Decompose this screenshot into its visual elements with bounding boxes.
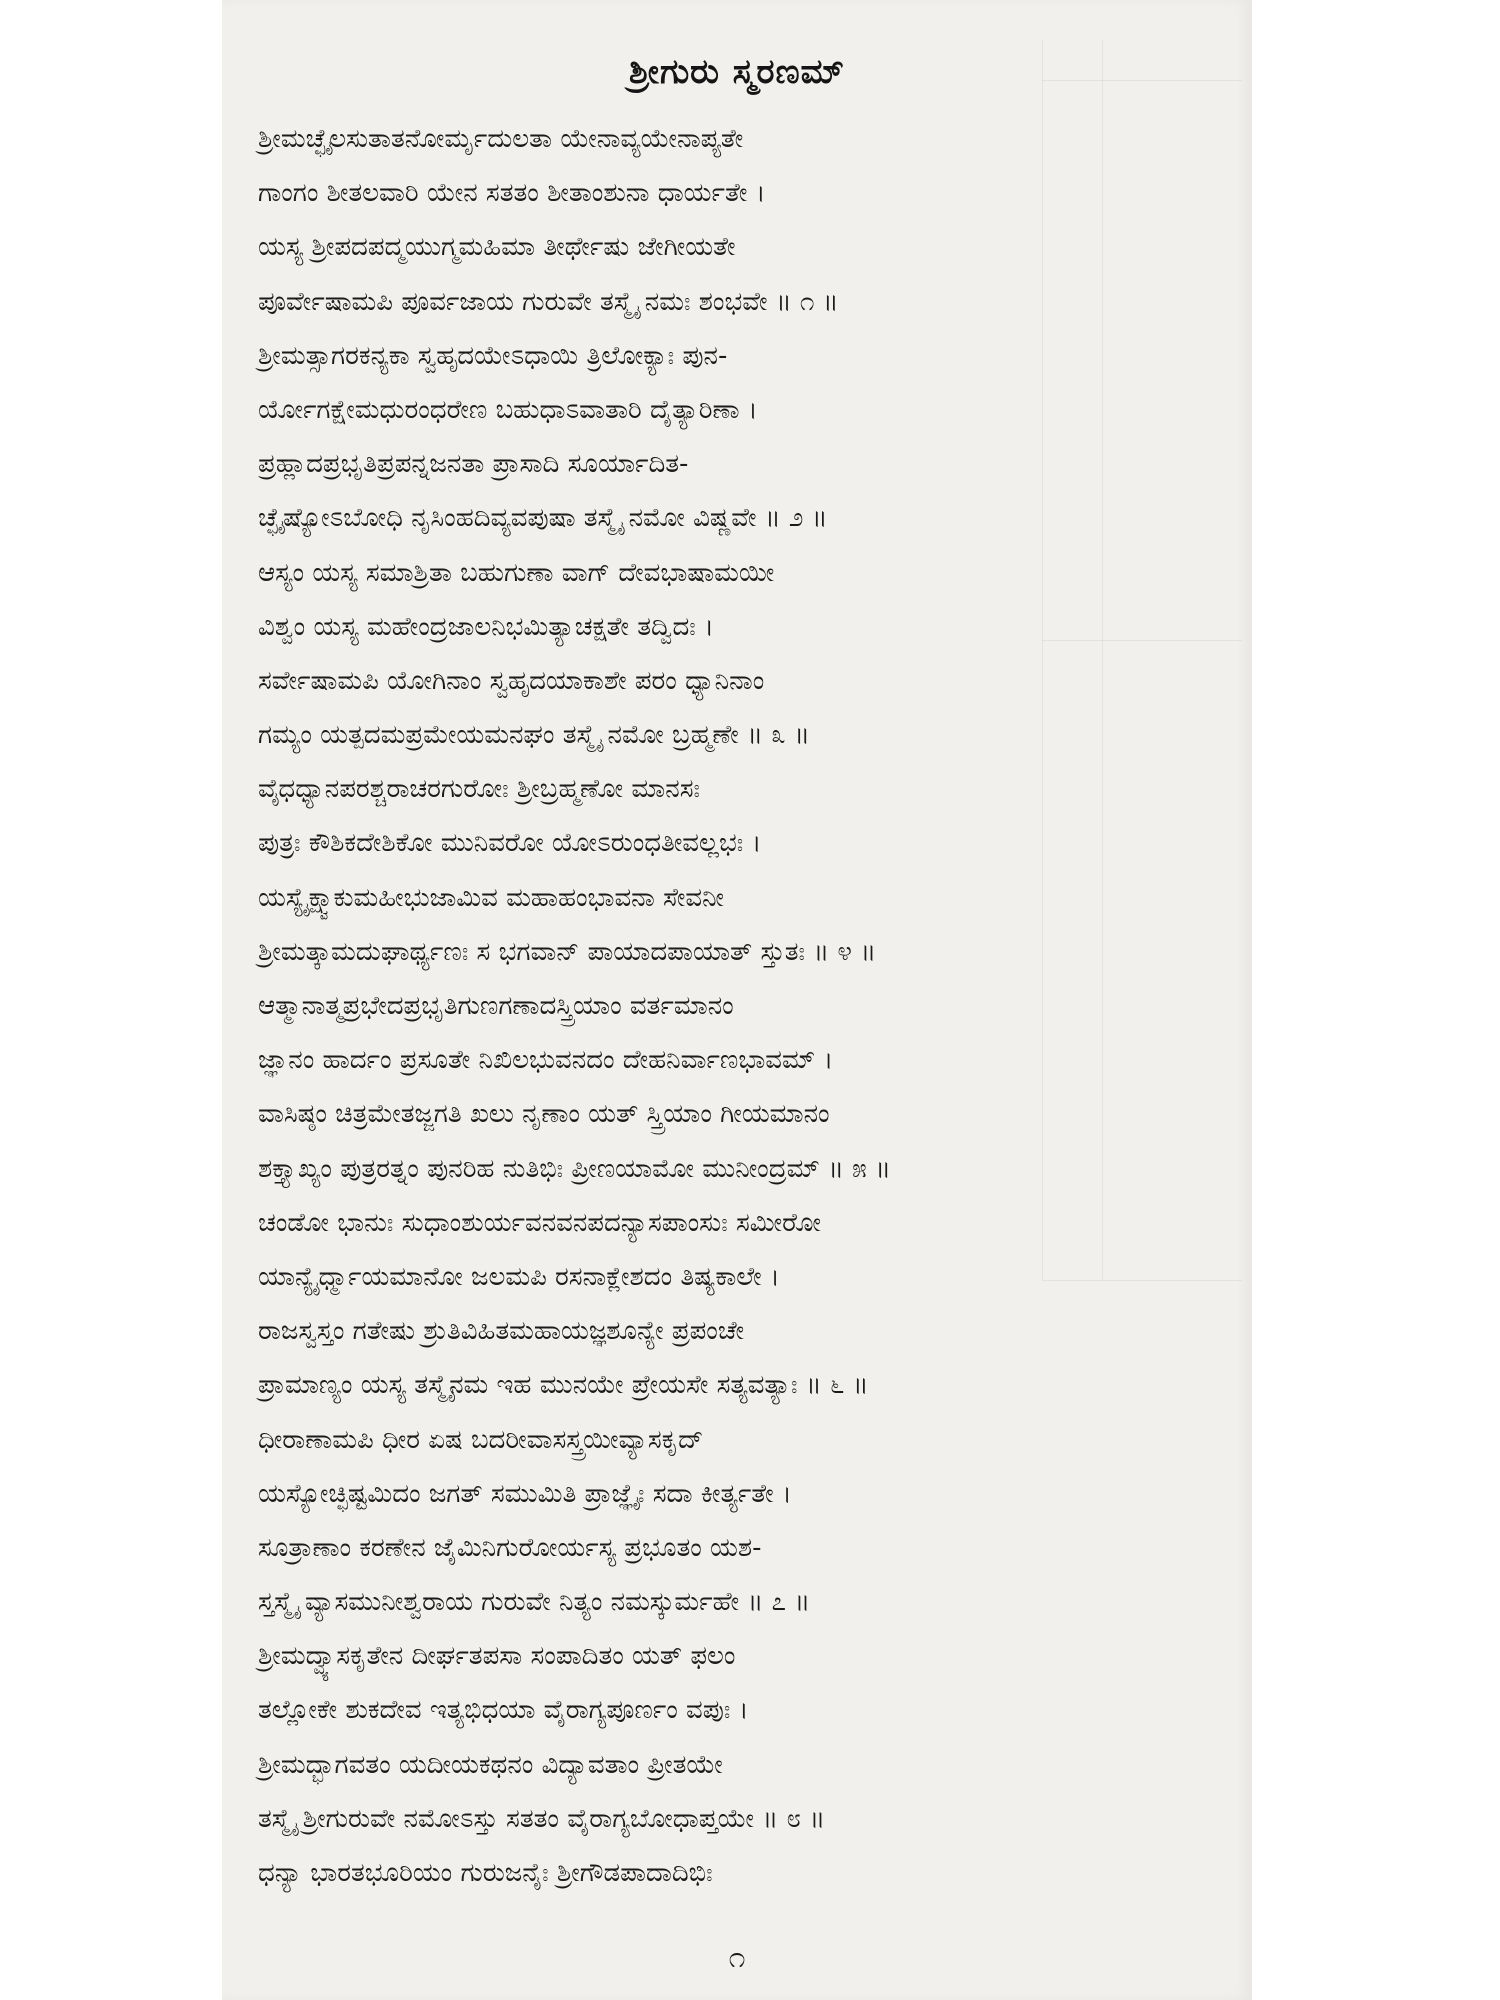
verse [258,762,1248,979]
verse-line [258,1846,1248,1900]
verse-line [258,1358,1248,1412]
verse-block [258,112,1248,1900]
page-title: ಶ್ರೀಗುರು ಸ್ಮರಣಮ್ [629,52,845,92]
verse [258,546,1248,763]
verse-line [258,1087,1248,1141]
verse [258,329,1248,546]
verse [258,1196,1248,1413]
verse-line [258,1738,1248,1792]
verse-line-text: ಶ್ರೀಮದ್ವ್ಯಾಸಕೃತೇನ ದೀರ್ಘತಪಸಾ ಸಂಪಾದಿತಂ ಯತ್ ಫಲಂ [258,1641,736,1672]
verse-line [258,329,1248,383]
verse [258,112,1248,329]
verse-line [258,654,1248,708]
verse-line-text: ಆತ್ಮಾನಾತ್ಮಪ್ರಭೇದಪ್ರಭೃತಿಗುಣಗಣಾದಸ್ತ್ರಿಯಾಂ ವರ್ತಮಾನಂ [258,991,734,1021]
verse-line [258,1792,1248,1846]
verse-line-text: ಆಸ್ಯಂ ಯಸ್ಯ ಸಮಾಶ್ರಿತಾ ಬಹುಗುಣಾ ವಾಗ್ ದೇವಭಾಷಾಮಯೀ [258,557,775,588]
verse-line [258,112,1248,166]
verse-line [258,1304,1248,1358]
verse-line-text: ಸರ್ವೇಷಾಮಪಿ ಯೋಗಿನಾಂ ಸ್ವಹೃದಯಾಕಾಶೇ ಪರಂ ಧ್ಯಾನಿನಾಂ [258,665,765,696]
verse-line [258,1521,1248,1575]
verse-line-text: ಶಕ್ತ್ಯಾಖ್ಯಂ ಪುತ್ರರತ್ನಂ ಪುನರಿಹ ನುತಿಭಿಃ ಪ್ರೀಣಯಾಮೋ ಮುನೀಂದ್ರಮ್ ॥ ೫ ॥ [258,1153,891,1184]
verse-line-text: ಧೀರಾಣಾಮಪಿ ಧೀರ ಏಷ ಬದರೀವಾಸಸ್ತ್ರಯೀವ್ಯಾಸಕೃದ್ [258,1424,704,1455]
verse-line-text: ವಾಸಿಷ್ಠಂ ಚಿತ್ರಮೇತಜ್ಜಗತಿ ಖಲು ನೃಣಾಂ ಯತ್ ಸ್ತ್ರಿಯಾಂ ಗೀಯಮಾನಂ [258,1099,830,1130]
verse-line-text: ಶ್ರೀಮತ್ಸಾಗರಕನ್ಯಕಾ ಸ್ವಹೃದಯೇಽಧಾಯಿ ತ್ರಿಲೋಕ್ಯಾಃ ಪುನ- [258,340,728,371]
verse [258,1413,1248,1630]
verse-line [258,762,1248,816]
verse-line [258,979,1248,1033]
verse-line-text: ಪೂರ್ವೇಷಾಮಪಿ ಪೂರ್ವಜಾಯ ಗುರುವೇ ತಸ್ಮೈ ನಮಃ ಶಂಭವೇ ॥ ೧ ॥ [258,286,839,317]
verse-line [258,1250,1248,1304]
book-page [222,0,1252,2000]
verse-line-text: ವಿಶ್ವಂ ಯಸ್ಯ ಮಹೇಂದ್ರಜಾಲನಿಭಮಿತ್ಯಾಚಕ್ಷತೇ ತದ್ವಿದಃ । [258,611,714,642]
verse-line-text: ಸ್ತಸ್ಮೈ ವ್ಯಾಸಮುನೀಶ್ವರಾಯ ಗುರುವೇ ನಿತ್ಯಂ ನಮಸ್ಕುರ್ಮಹೇ ॥ ೭ ॥ [258,1587,811,1618]
verse [258,1846,1248,1900]
verse-line [258,1413,1248,1467]
verse-line-text: ಜ್ಞಾನಂ ಹಾರ್ದಂ ಪ್ರಸೂತೇ ನಿಖಿಲಭುವನದಂ ದೇಹನಿರ್ವಾಣಭಾವಮ್ । [258,1045,834,1076]
verse-line-text: ಪ್ರಹ್ಲಾದಪ್ರಭೃತಿಪ್ರಪನ್ನಜನತಾ ಪ್ರಾಸಾದಿ ಸೂರ್ಯಾದಿತ- [258,449,689,480]
verse [258,979,1248,1196]
verse-line [258,1196,1248,1250]
verse-line [258,437,1248,491]
verse-line-text: ಗಾಂಗಂ ಶೀತಲವಾರಿ ಯೇನ ಸತತಂ ಶೀತಾಂಶುನಾ ಧಾರ್ಯತೇ । [258,178,766,209]
verse-line [258,1467,1248,1521]
verse-line [258,1629,1248,1683]
verse-line [258,600,1248,654]
verse-line-text: ಪ್ರಾಮಾಣ್ಯಂ ಯಸ್ಯ ತಸ್ಮೈನಮ ಇಹ ಮುನಯೇ ಪ್ರೇಯಸೇ ಸತ್ಯವತ್ಯಾಃ ॥ ೬ ॥ [258,1370,869,1401]
verse-line-text: ಶ್ರೀಮಚ್ಛೈಲಸುತಾತನೋರ್ಮೃದುಲತಾ ಯೇನಾವ್ಯಯೇನಾಪ್ಯತೇ [258,124,744,154]
verse-line-text: ಶ್ರೀಮದ್ಭಾಗವತಂ ಯದೀಯಕಥನಂ ವಿದ್ಯಾವತಾಂ ಪ್ರೀತಯೇ [258,1749,723,1780]
verse-line-text: ವೈಧಧ್ಯಾನಪರಶ್ಚರಾಚರಗುರೋಃ ಶ್ರೀಬ್ರಹ್ಮಣೋ ಮಾನಸಃ [258,774,700,805]
verse-line [258,871,1248,925]
verse-line-text: ರ್ಯೋಗಕ್ಷೇಮಧುರಂಧರೇಣ ಬಹುಧಾಽವಾತಾರಿ ದೈತ್ಯಾರಿಣಾ । [258,394,758,425]
verse-line-text: ತಲ್ಲೋಕೇ ಶುಕದೇವ ಇತ್ಯಭಿಧಯಾ ವೈರಾಗ್ಯಪೂರ್ಣಂ ವಪುಃ । [258,1695,749,1726]
verse-line-text: ಸೂತ್ರಾಣಾಂ ಕರಣೇನ ಜೈಮಿನಿಗುರೋರ್ಯಸ್ಯ ಪ್ರಭೂತಂ ಯಶ- [258,1532,762,1563]
verse-line [258,383,1248,437]
verse-line-text: ಚಂಡೋ ಭಾನುಃ ಸುಧಾಂಶುರ್ಯವನವನಪದನ್ಯಾಸಪಾಂಸುಃ ಸಮೀರೋ [258,1207,821,1238]
verse-line [258,816,1248,870]
verse-line [258,925,1248,979]
verse-line-text: ಯಾನ್ಯೈರ್ಧ್ಮಾಯಮಾನೋ ಜಲಮಪಿ ರಸನಾಕ್ಲೇಶದಂ ತಿಷ್ಯಕಾಲೇ । [258,1261,780,1292]
page-number: ೧ [728,1940,746,1975]
verse-line [258,491,1248,545]
verse-line [258,220,1248,274]
verse-line-text: ರಾಜಸ್ವಸ್ತಂ ಗತೇಷು ಶ್ರುತಿವಿಹಿತಮಹಾಯಜ್ಞಶೂನ್ಯೇ ಪ್ರಪಂಚೇ [258,1316,745,1347]
verse-line-text: ತಸ್ಮೈ ಶ್ರೀಗುರುವೇ ನಮೋಽಸ್ತು ಸತತಂ ವೈರಾಗ್ಯಬೋಧಾಪ್ತಯೇ ॥ ೮ ॥ [258,1803,826,1834]
verse-line [258,166,1248,220]
verse-line-text: ಯಸ್ಯೈಕ್ಷ್ವಾಕುಮಹೀಭುಜಾಮಿವ ಮಹಾಹಂಭಾವನಾ ಸೇವನೀ [258,882,725,913]
verse-line-text: ಧನ್ಯಾ ಭಾರತಭೂರಿಯಂ ಗುರುಜನೈಃ ಶ್ರೀಗೌಡಪಾದಾದಿಭಿಃ [258,1858,713,1888]
verse-line-text: ಯಸ್ಯೋಚ್ಛಿಷ್ಟಮಿದಂ ಜಗತ್ ಸಮುಮಿತಿ ಪ್ರಾಜ್ಞೈಃ ಸದಾ ಕೀರ್ತ್ಯತೇ । [258,1478,792,1509]
verse-line-text: ಗಮ್ಯಂ ಯತ್ಪದಮಪ್ರಮೇಯಮನಘಂ ತಸ್ಮೈ ನಮೋ ಬ್ರಹ್ಮಣೇ ॥ ೩ ॥ [258,720,810,751]
verse-line-text: ಚ್ಛೈಷ್ಯೋಽಬೋಧಿ ನೃಸಿಂಹದಿವ್ಯವಪುಷಾ ತಸ್ಮೈ ನಮೋ ವಿಷ್ಣವೇ ॥ ೨ ॥ [258,503,828,534]
verse-line [258,1033,1248,1087]
verse-line [258,1142,1248,1196]
verse-line-text: ಶ್ರೀಮತ್ಕಾಮದುಘಾರ್ಥ್ಯಣಃ ಸ ಭಗವಾನ್ ಪಾಯಾದಪಾಯಾತ್ ಸ್ತುತಃ ॥ ೪ ॥ [258,936,877,967]
verse-line [258,708,1248,762]
verse-line-text: ಪುತ್ರಃ ಕೌಶಿಕದೇಶಿಕೋ ಮುನಿವರೋ ಯೋಽರುಂಧತೀವಲ್ಲಭಃ । [258,828,762,859]
verse-line [258,546,1248,600]
verse-line [258,1575,1248,1629]
verse [258,1629,1248,1846]
verse-line [258,275,1248,329]
verse-line [258,1683,1248,1737]
verse-line-text: ಯಸ್ಯ ಶ್ರೀಪದಪದ್ಮಯುಗ್ಮಮಹಿಮಾ ತೀರ್ಥೇಷು ಜೇಗೀಯತೇ [258,232,736,263]
